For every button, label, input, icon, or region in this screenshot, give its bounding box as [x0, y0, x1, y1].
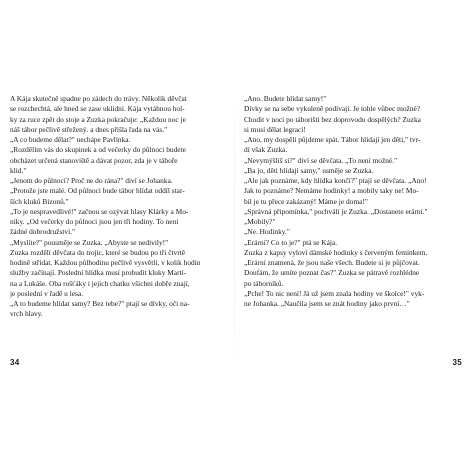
text-line: Zuzka rozdělí děvčata do trojic, které se budou po tři čtvrtě — [10, 247, 186, 257]
text-line: vrch hlavy. — [10, 309, 43, 319]
text-line: „Erární znamená, že jsou naše všech. Budete si je půjčovat. — [244, 258, 420, 267]
text-line: hodině střídat. Každou půlhodinu pečlivě vysvětlí, v kolik hodin — [10, 258, 201, 267]
text-line: ších kluků Bizonů." — [10, 196, 69, 206]
text-line: „Ba jo, děti hlídají samy," usměje se Zuzka. — [244, 165, 374, 175]
text-line: se rozchechtá, ale hned se zase uklidní. Kája vytáhnou hol- — [10, 104, 185, 114]
text-line: „Erární? Co to je?" ptá se Kája. — [244, 237, 338, 247]
text-line: je poslední v řadě u lesa. — [10, 288, 84, 298]
text-line: „Myslíte?" pousměje se Zuzka. „Abyste se nedivily!" — [10, 237, 169, 247]
page-number: 34 — [10, 358, 20, 367]
left-page — [10, 0, 228, 470]
text-line: „Správná připomínka," pochválí je Zuzka. „Dostanete erární." — [244, 206, 428, 216]
text-line: si musí dělat legraci! — [244, 124, 306, 134]
text-line: „Nevymýšlíš si?" diví se děvčata. „To není možné." — [244, 155, 398, 165]
text-line: Zuzka z kapsy vyloví dámské hodinky s červeným feminkem. — [244, 247, 428, 257]
text-line: Doufám, že umíte poznat čas?" Zuzka se pátravě rozhlédne — [244, 268, 420, 278]
text-line: „Ano. Budete hlídat samy!" — [244, 94, 327, 103]
text-line: náš tábor pečlivě střežený. a dnes přišla řada na vás." — [10, 124, 168, 134]
text-line: „Pche! To nic není! Já už jsem znala hodiny ve školce!" vyk- — [244, 288, 425, 298]
text-line: „Protože jste malé. Od půlnoci bude tábor hlídat oddíl star- — [10, 186, 185, 196]
gutter-divider — [234, 60, 235, 400]
text-line: niky. „Od večerky do půlnoci jsou jen tři hodiny. To není — [10, 217, 179, 226]
page-number: 35 — [452, 358, 462, 367]
text-line: „A to budeme hlídat samy? Bez tebe?" ptají se dívky, oči na- — [10, 299, 190, 308]
text-line: „Mobily?" — [244, 217, 276, 226]
text-line: obcházet určená stanoviště a dávat pozor, zda je v táboře — [10, 155, 178, 165]
text-line: „A co budeme dělat?" nechápe Pavlínka. — [10, 135, 131, 144]
text-line: „To je nespravedlivé!" začnou se ozývat hlasy Klárky a Mo- — [10, 206, 189, 216]
text-line: „Rozdělím vás do skupinek a od večerky do půlnoci budete — [10, 145, 186, 155]
text-line: po táborníků. — [244, 278, 284, 288]
text-line: bil je tu přece zakázaný! Máme je doma!" — [244, 196, 368, 206]
text-line: na a Lukáše. Oba rošťáky i jejich chatku všichni dobře znají, — [10, 278, 190, 288]
text-line: žádné dobrodružství." — [10, 227, 75, 237]
text-line: „Ale jak poznáme, kdy hlídka končí?" ptají se děvčata. „Ano! — [244, 176, 427, 185]
right-page-text — [244, 94, 462, 309]
text-line: Jak to poznáme? Nemáme hodinky! a mobily taky ne! Mo- — [244, 186, 419, 196]
text-line: Dívky se na sebe vykuleně podívají. Je tohle vůbec možné? — [244, 104, 421, 114]
text-line: dí však Zuzka. — [244, 145, 288, 155]
right-page — [244, 0, 462, 470]
text-line: Chodit v noci po táborišti bez doprovodu dospělých? Zuzka — [244, 114, 421, 124]
text-line: klid." — [10, 165, 27, 175]
text-line: „Ne. Hodinky." — [244, 227, 290, 237]
text-line: „Ano, my dospělí půjdeme spát. Tábor hlídají jen děti," tvr- — [244, 135, 421, 144]
left-page-text — [10, 94, 228, 320]
text-line: ne Johanka. „Naučila jsem se znát hodiny jako první…" — [244, 299, 410, 308]
text-line: služby začínají. Poslední hlídka musí probudit kluky Martí- — [10, 268, 187, 278]
text-line: „Jenom do půlnoci? Proč ne do rána?" diví se Johanka. — [10, 176, 173, 185]
text-line: A Kája skutečně spadne po zádech do trávy. Několik děvčat — [10, 94, 187, 103]
text-line: ky za ruce zpět do stoje a Zuzka pokračuje: „Každou noc je — [10, 114, 186, 124]
